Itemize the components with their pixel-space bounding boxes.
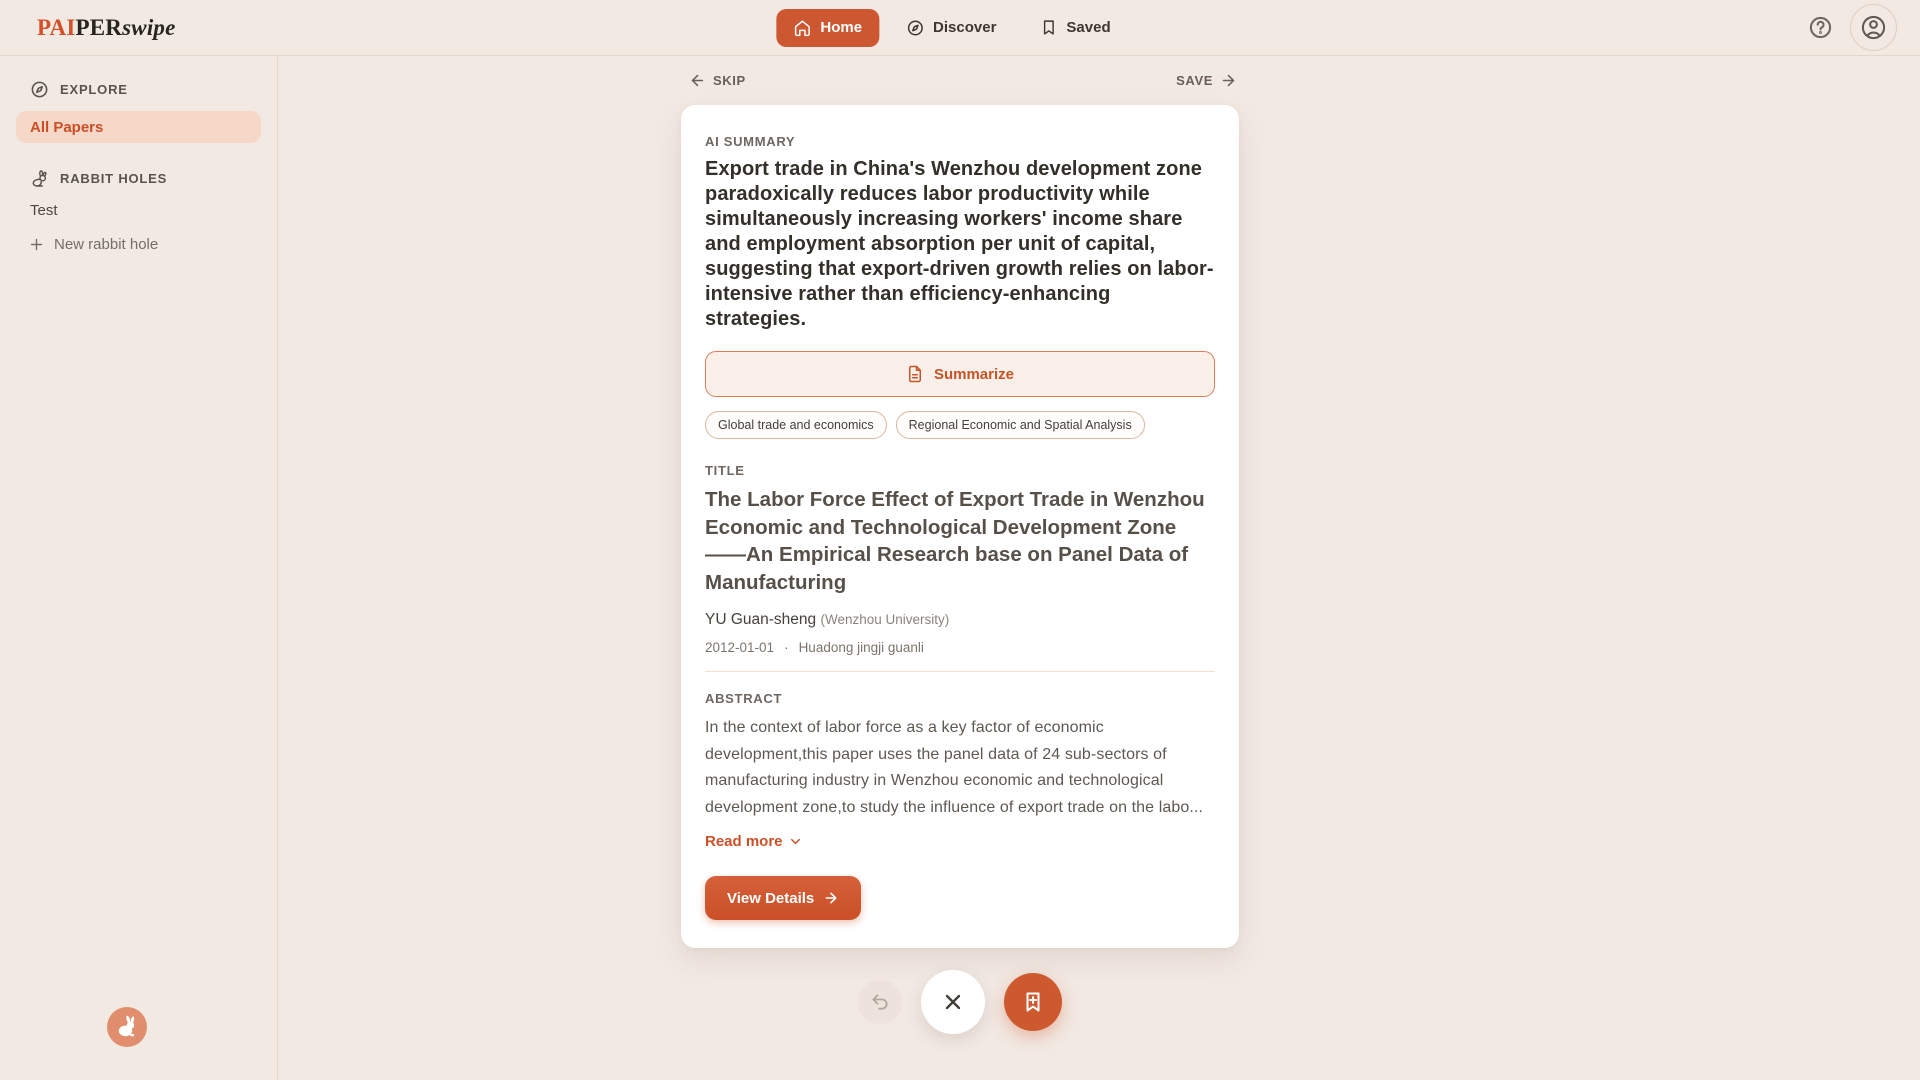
dismiss-button[interactable] (921, 970, 985, 1034)
nav-discover-button[interactable] (889, 9, 1013, 47)
main-content (278, 56, 1920, 1080)
logo-part-italic: swipe (122, 14, 176, 40)
author-affiliation: (Wenzhou University) (820, 612, 950, 627)
rabbit-mascot-button[interactable] (107, 1007, 147, 1047)
nav-home-label: Home (820, 19, 863, 36)
account-button[interactable] (1850, 4, 1897, 51)
divider (705, 671, 1215, 672)
sidebar-heading-explore (16, 80, 261, 99)
app-logo[interactable] (37, 15, 176, 41)
rabbit-hole-label: Test (30, 202, 58, 219)
page-layout (0, 56, 1920, 1080)
rabbit-icon (30, 169, 49, 188)
meta-separator: · (784, 640, 789, 655)
ai-summary-text: Export trade in China's Wenzhou development zone paradoxically reduces labor productivity while simultaneously increasing workers' income share and employment absorption per unit of capital, suggesting that export-driven growth relies on labor-intensive rather than efficiency-enhancing strategies. (705, 158, 1214, 330)
view-details-label: View Details (727, 889, 815, 907)
bookmark-plus-icon (1021, 990, 1045, 1014)
new-rabbit-hole-button[interactable] (16, 236, 158, 253)
title-label: TITLE (705, 463, 745, 478)
nav-saved-label: Saved (1066, 19, 1111, 36)
skip-button[interactable] (689, 72, 746, 89)
file-text-icon (906, 365, 924, 383)
sidebar-item-rabbit-hole[interactable] (16, 202, 261, 219)
read-more-label: Read more (705, 833, 783, 850)
paper-card (681, 105, 1239, 948)
sidebar-heading-rabbit-holes-label: RABBIT HOLES (60, 171, 168, 186)
abstract-text: In the context of labor force as a key factor of economic development,this paper uses the panel data of 24 sub-sectors of manufacturing industry in Wenzhou economic and technological development zone,to study the influence of export trade on the labo... (705, 719, 1203, 816)
nav-saved-button[interactable] (1023, 9, 1127, 46)
bookmark-icon (1040, 19, 1057, 36)
logo-part-orange: PAI (37, 14, 76, 40)
save-paper-button[interactable] (1004, 973, 1062, 1031)
all-papers-label: All Papers (30, 118, 104, 136)
arrow-right-icon (1220, 72, 1237, 89)
compass-icon (906, 19, 924, 37)
top-bar (0, 0, 1920, 56)
home-icon (793, 19, 811, 37)
sidebar-heading-rabbit-holes (16, 169, 261, 188)
summarize-label: Summarize (933, 365, 1015, 383)
save-button[interactable] (1176, 72, 1237, 89)
logo-part-dark: PER (75, 14, 123, 40)
chevron-down-icon (788, 834, 803, 849)
plus-icon (28, 236, 45, 253)
main-nav (776, 9, 1127, 47)
publish-date: 2012-01-01 (705, 640, 775, 655)
save-label: SAVE (1176, 72, 1213, 88)
summarize-button[interactable] (705, 351, 1215, 397)
journal-name: Huadong jingji guanli (798, 640, 924, 655)
help-button[interactable] (1808, 15, 1833, 40)
swipe-actions (681, 970, 1239, 1034)
rabbit-icon (114, 1014, 140, 1040)
topic-tag[interactable]: Regional Economic and Spatial Analysis (896, 411, 1145, 439)
author-row (705, 611, 1215, 629)
view-details-button[interactable] (705, 876, 861, 920)
abstract-label: ABSTRACT (705, 691, 783, 706)
arrow-right-icon (823, 890, 839, 906)
close-icon (941, 990, 965, 1014)
user-icon (1860, 14, 1887, 41)
skip-label: SKIP (713, 72, 746, 88)
help-icon (1808, 15, 1833, 40)
sidebar-item-all-papers[interactable] (16, 111, 261, 143)
undo-button[interactable] (858, 980, 902, 1024)
nav-discover-label: Discover (933, 19, 997, 36)
paper-deck (681, 56, 1239, 1034)
sidebar-heading-explore-label: EXPLORE (60, 82, 128, 97)
nav-home-button[interactable] (776, 9, 879, 47)
meta-row (705, 640, 1215, 655)
topic-tags (705, 411, 1215, 439)
header-right (1808, 4, 1897, 51)
author-name: YU Guan-sheng (705, 611, 817, 628)
read-more-button[interactable] (705, 833, 803, 850)
compass-icon (30, 80, 49, 99)
arrow-left-icon (689, 72, 706, 89)
paper-title: The Labor Force Effect of Export Trade in Wenzhou Economic and Technological Development Zone——An Empirical Research base on Panel Data of Manufacturing (705, 488, 1205, 594)
ai-summary-label: AI SUMMARY (705, 134, 796, 149)
sidebar (0, 56, 278, 1080)
deck-header (681, 70, 1239, 90)
topic-tag[interactable]: Global trade and economics (705, 411, 887, 439)
new-rabbit-hole-label: New rabbit hole (54, 236, 159, 253)
undo-icon (870, 992, 890, 1012)
